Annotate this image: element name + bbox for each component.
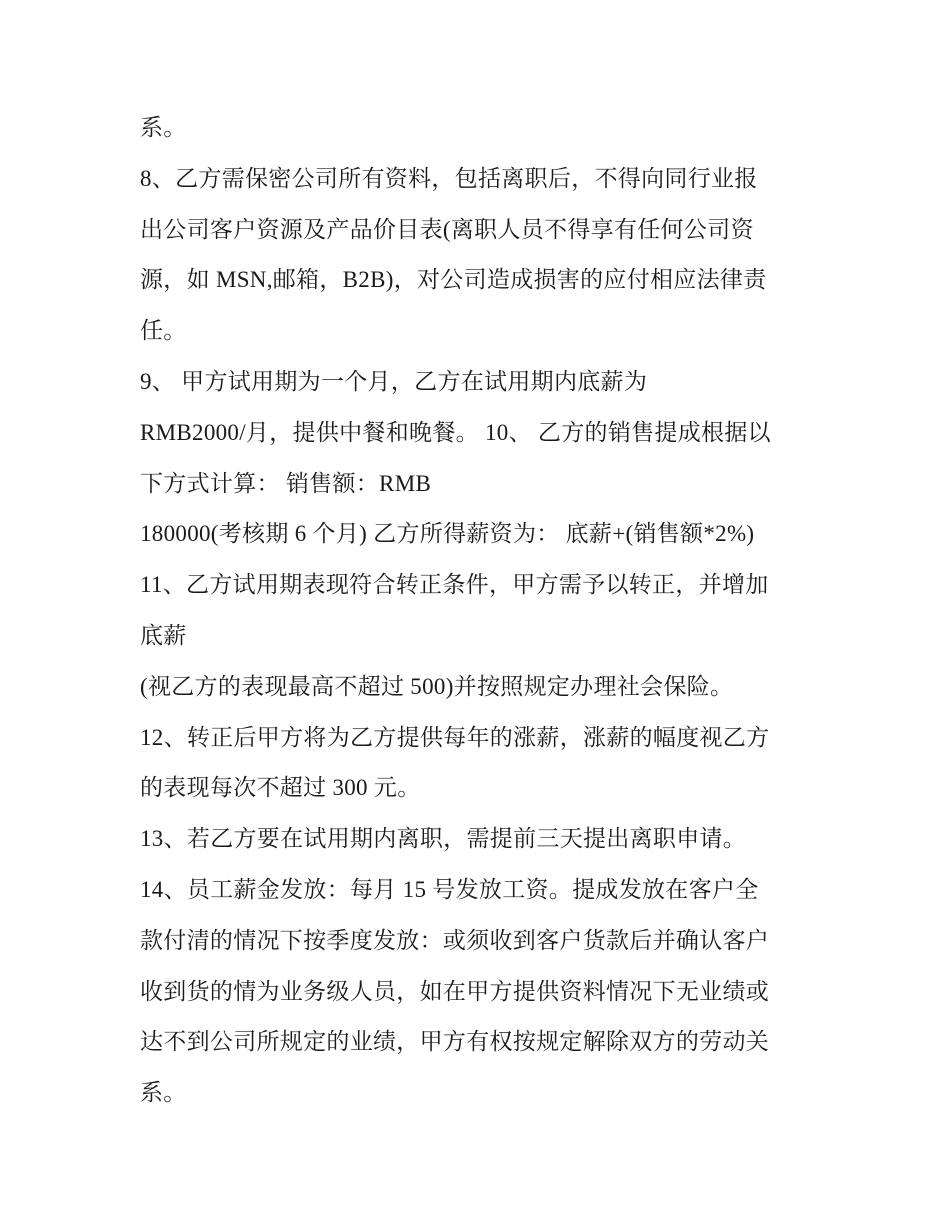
text-line: 达不到公司所规定的业绩，甲方有权按规定解除双方的劳动关 bbox=[140, 1029, 770, 1055]
text-line: (视乙方的表现最高不超过 500)并按照规定办理社会保险。 bbox=[140, 673, 734, 699]
text-line: 源，如 MSN,邮箱，B2B)，对公司造成损害的应付相应法律责 bbox=[140, 267, 767, 293]
text-line: 底薪 bbox=[140, 622, 187, 648]
text-line: 8、乙方需保密公司所有资料，包括离职后，不得向同行业报 bbox=[140, 165, 758, 191]
text-line: 款付清的情况下按季度发放：或须收到客户货款后并确认客户 bbox=[140, 927, 770, 953]
text-line: 180000(考核期 6 个月) 乙方所得薪资为： 底薪+(销售额*2%) bbox=[140, 521, 755, 547]
text-line: 任。 bbox=[140, 318, 187, 344]
text-line: 14、员工薪金发放：每月 15 号发放工资。提成发放在客户全 bbox=[140, 876, 759, 902]
text-line: 12、转正后甲方将为乙方提供每年的涨薪，涨薪的幅度视乙方 bbox=[140, 724, 770, 750]
text-line: 11、乙方试用期表现符合转正条件，甲方需予以转正，并增加 bbox=[140, 572, 769, 598]
text-line: 下方式计算： 销售额：RMB bbox=[140, 470, 432, 496]
text-line: RMB2000/月，提供中餐和晚餐。 10、 乙方的销售提成根据以 bbox=[140, 419, 771, 445]
text-line: 的表现每次不超过 300 元。 bbox=[140, 775, 421, 801]
text-line: 9、 甲方试用期为一个月，乙方在试用期内底薪为 bbox=[140, 368, 648, 394]
text-line: 系。 bbox=[140, 115, 187, 140]
text-line: 出公司客户资源及产品价目表(离职人员不得享有任何公司资 bbox=[140, 216, 754, 242]
text-line: 系。 bbox=[140, 1080, 187, 1106]
text-line: 13、若乙方要在试用期内离职，需提前三天提出离职申请。 bbox=[140, 826, 747, 852]
text-line: 收到货的情为业务级人员，如在甲方提供资料情况下无业绩或 bbox=[140, 978, 770, 1004]
document-body bbox=[140, 110, 830, 1126]
